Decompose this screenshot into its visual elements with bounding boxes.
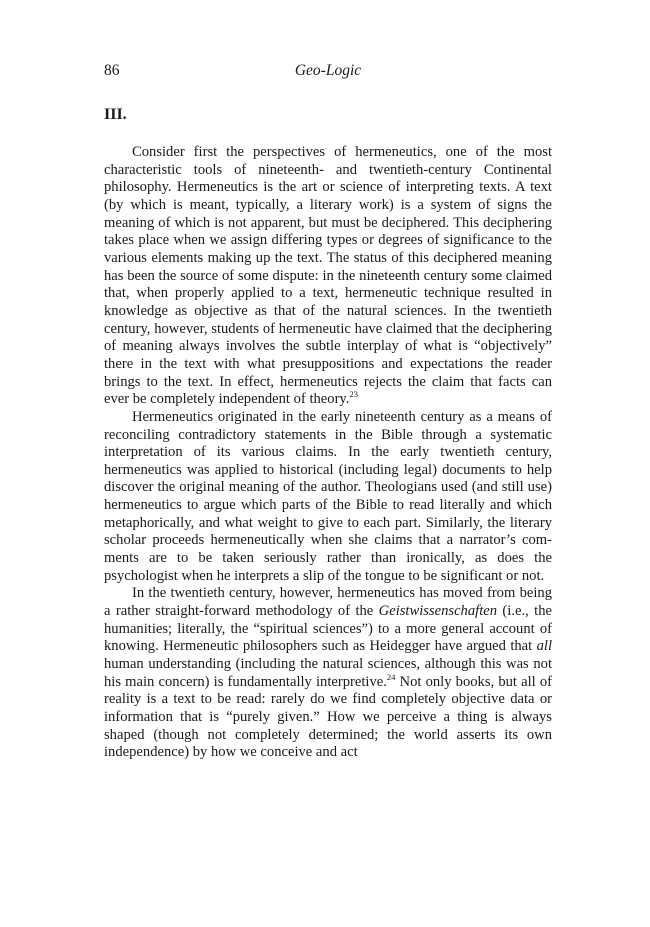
running-title: Geo-Logic [294, 62, 362, 79]
body-text [104, 144, 552, 762]
paragraph-2 [104, 409, 552, 586]
paragraph-text: In the twentieth century, however, hermeneutics has moved from being a rather straight-forward methodology of the [104, 585, 552, 620]
book-page [104, 62, 552, 762]
italic-emphasis-all: all [536, 638, 552, 655]
footnote-ref-24: 24 [386, 671, 396, 682]
page-number: 86 [104, 62, 120, 79]
paragraph-text: Not only books, but all of reality is a text to be read: rarely do we find completely objective data or information that is “purely given.” How we perceive a thing is always shaped (though not completely determined; the world asserts its own independence) by how we conceive and act [104, 673, 552, 761]
paragraph-3 [104, 585, 552, 762]
running-head [104, 62, 552, 82]
paragraph-text: human understanding (including the natural sciences, although this was not his main concern) is fundamentally interpretive. [104, 656, 552, 690]
italic-term-geisteswissenschaften: Geistwissenschaften [378, 603, 498, 620]
paragraph-text: Consider first the perspectives of hermeneutics, one of the most characteristic tools of nineteenth- and twentieth-century Continental philosophy. Hermeneutics is the art or science of interpreting texts. A text (by which is meant, typically, a literary work) is a system of signs the meaning of which is not apparent, but must be deciphered. This deciphering takes place when we assign differing types or degrees of significance to the various elements making up the text. The status of this deciphered meaning has been the source of some dispute: in the nineteenth century some claimed that, when properly applied to a text, hermeneutic technique resulted in knowledge as objective as that of the natural sciences. In the twentieth century, however, students of hermeneutic have claimed that the deciphering of meaning always involves the subtle interplay of what is “objectively” there in the text with what presuppositions and expectations the reader brings to the text. In effect, hermeneutics rejects the claim that facts can ever be completely independent of theory. [104, 144, 552, 408]
section-heading: III. [104, 106, 127, 123]
paragraph-text: Hermeneutics originated in the early nineteenth century as a means of reconciling contradictory statements in the Bible through a systematic interpretation of its various claims. In the early twentieth century, hermeneutics was applied to historical (including legal) documents to help discover the original meaning of the author. Theologians used (and still use) hermeneutics to argue which parts of the Bible to read literally and which metaphorically, and what weight to give to each part. Similarly, the literary scholar proceeds hermeneutically when she claims that a narrator’s comments are to be taken seriously rather than ironically, as does the psychologist when he interprets a slip of the tongue to be significant or not. [104, 408, 552, 584]
footnote-ref-23: 23 [349, 389, 358, 400]
paragraph-text: (i.e., the humanities; literally, the “spiritual sciences”) to a more general account of knowing. Hermeneutic philosophers such as Heidegger have argued that [104, 603, 552, 655]
paragraph-1 [104, 144, 552, 409]
